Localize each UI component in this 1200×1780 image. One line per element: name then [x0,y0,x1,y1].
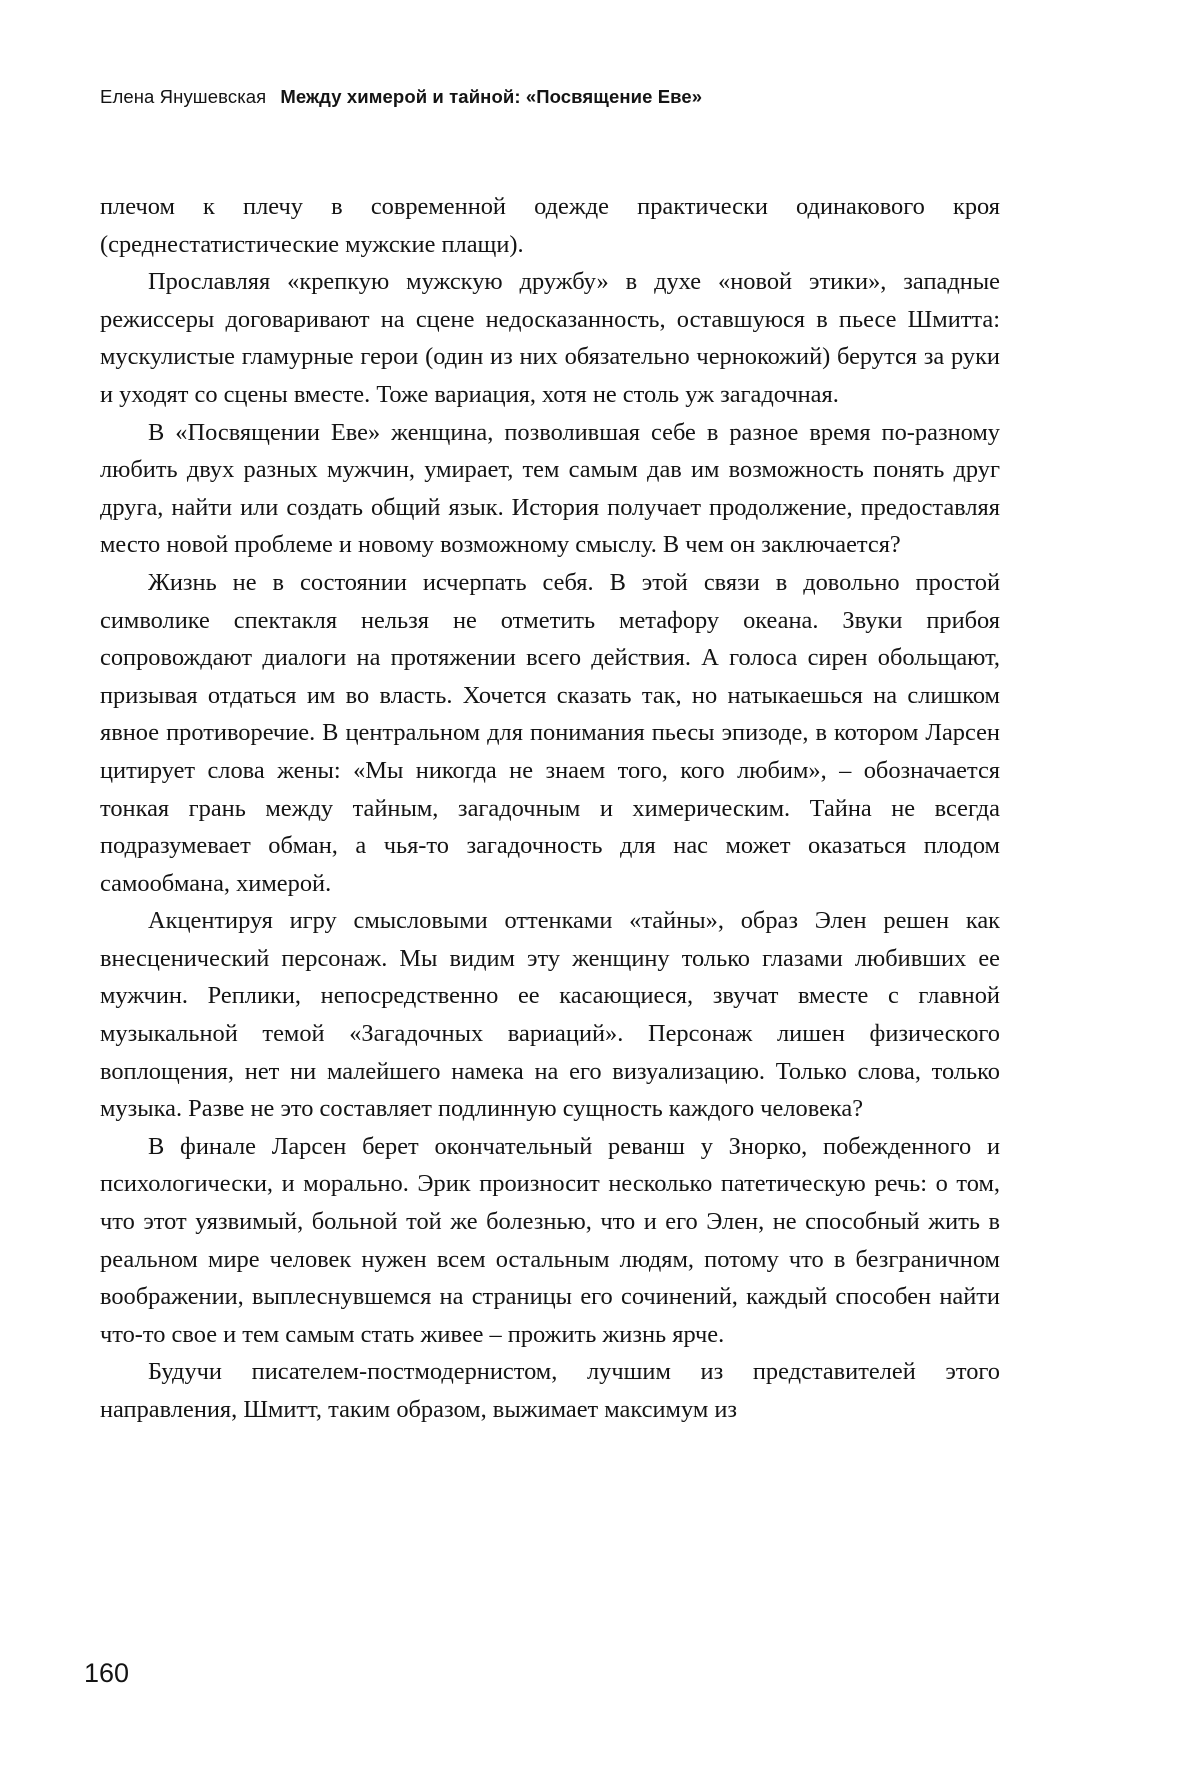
paragraph: Прославляя «крепкую мужскую дружбу» в духе «новой этики», западные режиссеры договаривают на сцене недосказанность, оставшуюся в пьесе Шмитта: мускулистые гламурные герои (один из них обязательно чернокожий) берутся за руки и уходят со сцены вместе. Тоже вариация, хотя не столь уж загадочная. [100,268,1000,408]
paragraph: Акцентируя игру смысловыми оттенками «тайны», образ Элен решен как внесценический персонаж. Мы видим эту женщину только глазами любивших ее мужчин. Реплики, непосредственно ее касающиеся, звучат вместе с главной музыкальной темой «Загадочных вариаций». Персонаж лишен физического воплощения, нет ни малейшего намека на его визуализацию. Только слова, только музыка. Разве не это составляет подлинную сущность каждого человека? [100,907,1000,1123]
paragraph: В финале Ларсен берет окончательный реванш у Знорко, побежденного и психологически, и морально. Эрик произносит несколько патетическую речь: о том, что этот уязвимый, больной той же болезнью, что и его Элен, не способный жить в реальном мире человек нужен всем остальным людям, потому что в безграничном воображении, выплеснувшемся на страницы его сочинений, каждый способен найти что-то свое и тем самым стать живее – прожить жизнь ярче. [100,1132,1000,1348]
running-head-author: Елена Янушевская [100,86,267,107]
running-head-title: Между химерой и тайной: «Посвящение Еве» [280,86,703,107]
running-head [100,86,1100,109]
paragraph: Будучи писателем-постмодернистом, лучшим из представителей этого направления, Шмитт, таким образом, выжимает максимум из [100,1358,1000,1423]
body-text [100,188,1000,1429]
paragraph: плечом к плечу в современной одежде практически одинакового кроя (среднестатистические мужские плащи). [100,193,1000,258]
page-number: 160 [84,1658,130,1688]
paragraph: В «Посвящении Еве» женщина, позволившая себе в разное время по-разному любить двух разных мужчин, умирает, тем самым дав им возможность понять друг друга, найти или создать общий язык. История получает продолжение, предоставляя место новой проблеме и новому возможному смыслу. В чем он заключается? [100,418,1000,559]
paragraph: Жизнь не в состоянии исчерпать себя. В этой связи в довольно простой символике спектакля нельзя не отметить метафору океана. Звуки прибоя сопровождают диалоги на протяжении всего действия. А голоса сирен обольщают, призывая отдаться им во власть. Хочется сказать так, но натыкаешься на слишком явное противоречие. В центральном для понимания пьесы эпизоде, в котором Ларсен цитирует слова жены: «Мы никогда не знаем того, кого любим», – обозначается тонкая грань между тайным, загадочным и химерическим. Тайна не всегда подразумевает обман, а чья-то загадочность для нас может оказаться плодом самообмана, химерой. [100,568,1000,897]
